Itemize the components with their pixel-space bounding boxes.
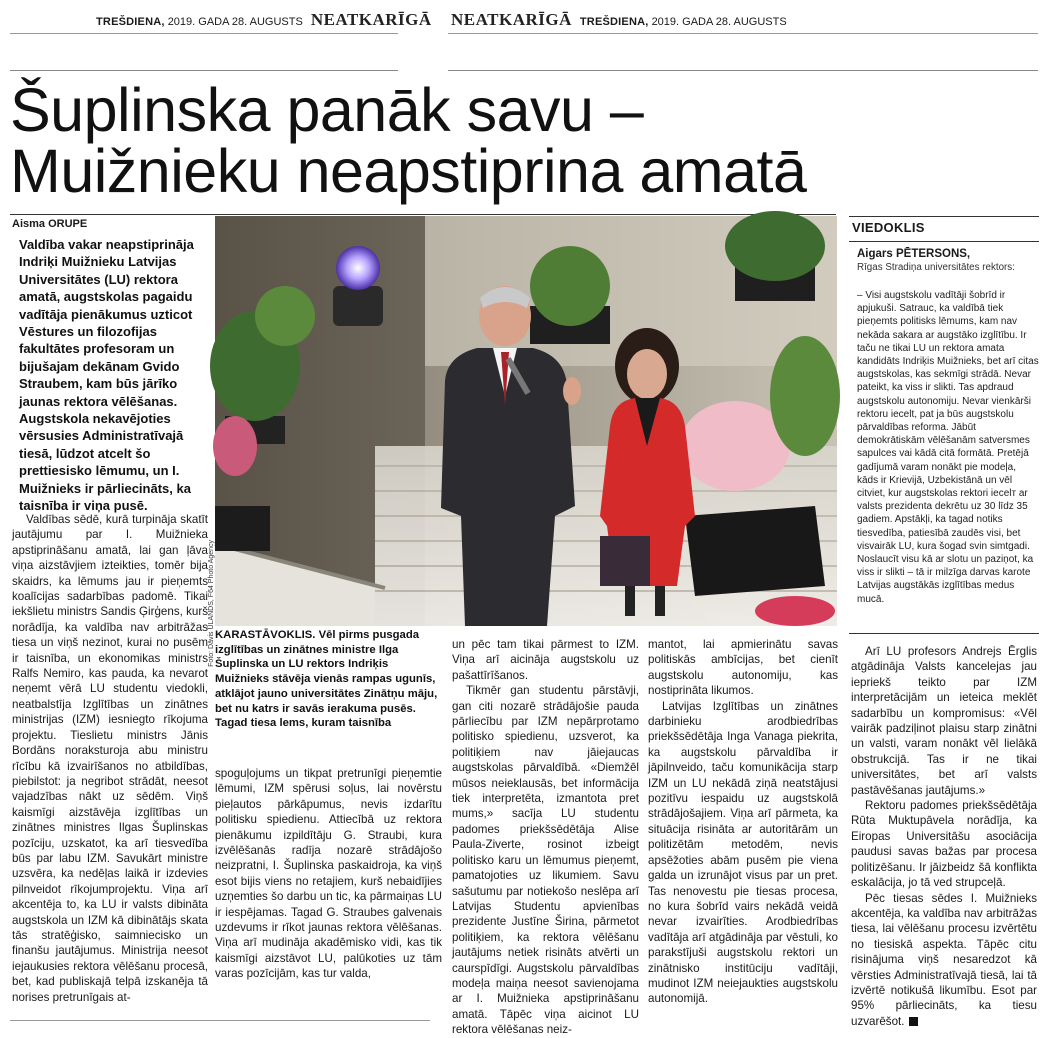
paragraph: Tikmēr gan studentu pārstāvji, gan citi nozarē strādājošie pauda pārliecību par IZM nepārprotamo politisko spiedienu, uzsverot, ka politiķiem nav jāiejaucas augstskolas pārvaldībā. «Diemžēl mūsos neieklausās, bet informācija tiek interpretēta, izmantota pret mums,» sacīja LU studentu padomes priekšsēdētāja Alise Paula-Ziverte, rosinot izbeigt politisko karu un lēmumus pieņemt, pamatojoties uz likumiem. Savu sašutumu par notiekošo neslēpa arī Latvijas Studentu apvienības prezidente Justīne Širina, pārmetot politiķiem, ka rektora vēlēšanu jautājums netiek risināts atvērti un caurspīdīgi. Augstskolu pārvaldības modeļa maiņa neesot savienojama ar I. Muižnieka apstiprināšanu amatā. Tāpēc viņa aicinot LU rektora vēlēšanas neiz- — [452, 684, 639, 1037]
opinion-text: – Visi augstskolu vadītāji šobrīd ir apjukuši. Satrauc, ka valdībā tiek pieņemts politisks lēmums, kam nav nekāda sakara ar augstāko izglītību. Ir taču ne tikai LU un rektora amata kandidāts Indriķis Muižnieks, bet arī citas augstskolas, kas sekmīgi strādā. Nevar pateikt, ka viss ir slikti. Tas apdraud augstskolu autonomiju. Nevar vienkārši rektoru iecelt, pat ja būs augstskolu pārvaldības reforma. Jābūt demokrātiskām vēlēšanām satversmes sapulces vai kādā citā formātā. Pretējā gadījumā varam nonākt pie modeļa, kāds ir Krievijā, Uzbekistānā un vēl citviet, kur augstskolas rektori iecelт ar valsts prezidenta dekrētu uz 30 līdz 35 gadiem. Apstākļi, ka tagad notiks tiesvedība, patiesībā zaudēs visi, bet visvairāk LU, kura šogad svin simtgadi. Noslaucīt visu kā ar slotu un paziņot, ka viss ir slikti – tā ir milzīga darvas karote Latvijas augstākās izglītības medus mucā. — [857, 290, 1039, 605]
photo-credit: Foto: Dāvis ŪLANDS, F64 Photo Agency — [208, 540, 215, 667]
opinion-rule — [849, 216, 1039, 217]
article-column-5 — [851, 644, 1037, 1029]
publication-name: NEATKARĪGĀ — [451, 10, 572, 29]
opinion-rule — [849, 241, 1039, 242]
opinion-rule — [849, 633, 1039, 634]
header-rule — [448, 33, 1038, 34]
photo-caption — [215, 628, 442, 731]
headline-line: Muižnieku neapstiprina amatā — [10, 137, 807, 205]
paragraph: Arī LU profesors Andrejs Ērglis atgādināja Valsts kancelejas jau iepriekš teikto par IZM interpretācijām un ieteica meklēt sadarbību un kompromisus: «Vēl vairāk padziļinot plaisu starp zinātni un valsti, varam nonākt vēl lielākā obstrukcijā. Tas ir ne tikai universitātes, bet arī valsts pastāvēšanas jautājums.» — [851, 645, 1037, 797]
caption-tag: KARASTĀVOKLIS. — [215, 629, 316, 641]
divider — [448, 70, 1038, 71]
divider — [10, 1020, 430, 1021]
article-column-1 — [12, 512, 208, 1005]
publication-name: NEATKARĪGĀ — [310, 10, 432, 29]
divider — [10, 70, 398, 71]
photo-illustration — [215, 216, 837, 626]
header-rule — [10, 33, 398, 34]
caption-text: Vēl pirms pusgada izglītības un zinātnes ministre Ilga Šuplinska un LU rektors Indriķis Muižnieks stāvēja vienās rampas ugunīs, atklājot jauno universitātes Zinātņu māju, bet nu katrs ir savās ierakuma pusēs. Tagad tiesa lems, kuram taisnība — [215, 629, 438, 730]
page-header-right — [451, 10, 787, 30]
paragraph: spoguļojums un tikpat pretrunīgi pieņemtie lēmumi, IZM spērusi soļus, lai novērstu pieļautos pārkāpumus, nevis izdarītu politisku spiedienu. Attiecībā uz rektora pienākumu izpildītāju G. Straubi, kura izvēlēšanās radīja nozarē strādājošo neizpratni, I. Šuplinska paskaidroja, ka viņš esot bijis viens no retajiem, kurš nebaidījies uzņemties šo darbu un tic, ka pārmaiņas LU ir iespējamas. Tagad G. Straubes galvenais uzdevums ir rīkot jaunas rektora vēlēšanas. Viņa arī mudināja akadēmisko vidi, kas tik kaismīgi aizstāvot LU, palūkoties uz tām varas pozīcijām, kas tur valda, — [215, 767, 442, 981]
paragraph: mantot, lai apmierinātu savas politiskās ambīcijas, bet cienīt augstskolu autonomiju, kas nostiprināta likumos. — [648, 638, 838, 698]
article-column-4 — [648, 637, 838, 1007]
article-headline — [10, 76, 840, 205]
article-lead: Valdība vakar neapstiprināja Indriķi Muižnieku Latvijas Universitātes (LU) rektora amatā, augstskolas pagaidu vadītāja pienākumus uzticot Vēstures un filozofijas fakultātes profesoram un bijušajam dekānam Gvido Straubem, kam būs jārīko jaunas rektora vēlēšanas. Augstskola nekavējoties vērsusies Administratīvajā tiesā, lūdzot atcelt šo prettiesisko lēmumu, un I. Muižnieks ir pārliecināts, ka taisnība ir viņa pusē. — [19, 237, 194, 514]
article-photo — [215, 216, 837, 626]
opinion-author-role: Rīgas Stradiņa universitātes rektors: — [857, 262, 1015, 273]
opinion-author: Aigars PĒTERSONS, — [857, 248, 971, 260]
header-date: TREŠDIENA, 2019. GADA 28. AUGUSTS — [579, 16, 787, 28]
header-date: TREŠDIENA, 2019. GADA 28. AUGUSTS — [96, 16, 303, 28]
paragraph: Rektoru padomes priekšsēdētāja Rūta Muktupāvela norādīja, ka Eiropas Universitāšu asociācija paudusi savas bažas par procesa politizēšanu. Ir jāizbeidz šā konflikta eskalācija, jo tā ved strupceļā. — [851, 799, 1037, 890]
page-header-left — [96, 10, 432, 30]
article-author: Aisma ORUPE — [12, 218, 88, 230]
end-of-article-mark — [909, 1017, 918, 1026]
article-column-3 — [452, 637, 639, 1038]
headline-line: Šuplinska panāk savu – — [10, 76, 644, 144]
opinion-title: VIEDOKLIS — [852, 220, 925, 235]
article-column-2 — [215, 766, 442, 982]
paragraph: Valdības sēdē, kurā turpināja skatīt jautājumu par I. Muižnieka apstiprināšanu amatā, lai gan ļāva viņa aizstāvjiem izteikties, tomēr bija skaidrs, ka lēmums jau ir pieņemts koalīcijas sadarbības padomē. Tikai iekšlietu ministrs Sandis Ģirģens, kurš norādīja, ka valdība nav arbitrāžas tiesa un viņš nezinot, kurai no pusēm ir taisnība, un ekonomikas ministrs Ralfs Nemiro, kas pauda, ka nevarot neņemt vērā LU studentu viedokli, neatbalstīja Izglītības un zinātnes ministrijas (IZM) iesniegto rīkojuma projektu. Tieslietu ministrs Jānis Bordāns noraksturoja abu ministru rīcību kā izvairīšanos no atbildības, piebilstot: ja negribot strādāt, neesot vajadzības nākt uz sēdēm. Viņš kaismīgi aizstāvēja izglītības un zinātnes ministres Ilgas Šuplinskas pozīciju, uzskatot, ka arī tiesvedība būs par labu IZM. Savukārt ministre uzsvēra, ka nedēļas laikā ir izdevies pilnveidot rīkojumprojektu. Viņa arī akcentēja to, ka LU ir valsts dibināta augstskola un IZM kā dibinātājs skata tās stratēģisko, saimniecisko un finanšu jautājumus. Ministrija neesot iejaukusies rektora vēlēšanu procesā, bet, kad publiskajā telpā izskanēja tā norises pretrunīgais at- — [12, 513, 208, 1004]
paragraph: un pēc tam tikai pārmest to IZM. Viņa arī aicināja augstskolu uz pašattīrīšanos. — [452, 638, 639, 682]
author-rule — [10, 214, 836, 215]
paragraph: Pēc tiesas sēdes I. Muižnieks akcentēja, ka valdība nav arbitrāžas tiesa, lai vēlēšanu procesu izvērtētu no tiesiskā aspekta. Tāpēc citu risinājuma viņš nesaredzot kā vērsties Administratīvajā tiesā, lai tā izvērtē notikušā likumību. Esot par 95% pārliecināts, ka tiesu uzvarēšot. — [851, 891, 1037, 1028]
paragraph: Latvijas Izglītības un zinātnes darbinieku arodbiedrības priekšsēdētāja Inga Vanaga piekrita, ka augstskolu pārvaldība ir jāpilnveido, taču komunikācija starp IZM un LU nekādā ziņā neatstājusi pozitīvu iespaidu uz augstskolā strādājošajiem. Viņa arī pārmeta, ka situācija risināta ar autoritārām un politizētām metodēm, nevis apsēžoties abām pusēm pie viena galda un izrunājot visus par un pret. Tas nenovestu pie tiesas procesa, no kura šobrīd vairs nekādā veidā nevar izvairīties. Arodbiedrības vadītāja arī atgādināja par vēstuli, ko parakstījuši augstskolu rektori un zinātnisko institūciju vadītāji, mudinot IZM neiejaukties augstskolu autonomijā. — [648, 699, 838, 1006]
